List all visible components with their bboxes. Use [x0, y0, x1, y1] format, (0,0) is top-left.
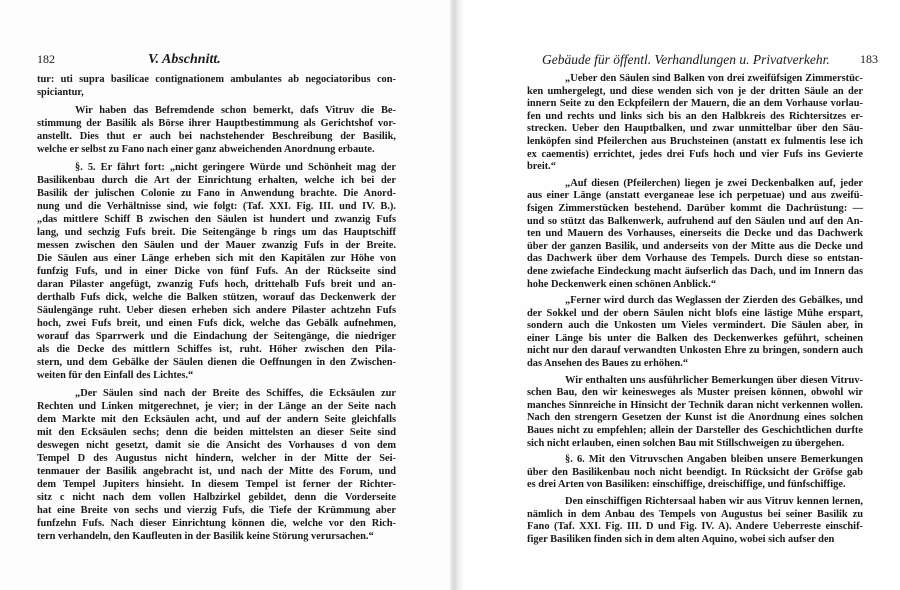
- paragraph: [527, 295, 863, 371]
- text-line: Baues nicht zu empfehlen; allein der Darsteller des Geschichtlichen durfte: [527, 425, 863, 437]
- text-line: der Sokkel und der obern Säulen nicht blofs eine lästige Mühe erspart,: [527, 307, 863, 319]
- text-line: „Ferner wird durch das Weglassen der Zierden des Gebälkes, und: [565, 295, 863, 307]
- text-line: §. 6. Mit den Vitruvschen Angaben bleiben unsere Bemerkungen: [565, 454, 863, 466]
- text-line: funfzig Fufs, und in einer Dicke von fünf Fufs. An der Rückseite sind: [37, 266, 396, 277]
- text-line: hoch, zwei Fufs breit, und einen Fufs dick, welche das Gebälk aufnehmen,: [37, 318, 396, 329]
- text-line: Basilik der julischen Colonie zu Fano in Anwendung brachte. Die Anord-: [37, 188, 396, 199]
- text-line: spiciantur,: [37, 87, 84, 98]
- text-line: §. 5. Er fährt fort: „nicht geringere Würde und Schönheit mag der: [75, 162, 396, 173]
- text-line: nung und die Verhältnisse sind, wie folgt: (Taf. XXI. Fig. III. und IV. B.).: [37, 201, 396, 212]
- text-line: „Der Säulen sind nach der Breite des Schiffes, die Ecksäulen zur: [75, 388, 396, 399]
- text-line: daran Pilaster angefügt, zwanzig Fufs hoch, drittehalb Fufs breit und an-: [37, 279, 396, 290]
- text-line: aus einer Länge (anstatt everganeae lese ich perpetuae) und aus zweifü-: [527, 190, 863, 202]
- text-line: weiten für den Einfall des Lichtes.“: [37, 370, 194, 381]
- text-line: worauf das Sparrwerk und die Eindachung der Seitengänge, die niedriger: [37, 331, 396, 342]
- text-line: hat eine Breite von sechs und vierzig Fufs, die Tiefe der Krümmung aber: [37, 505, 396, 516]
- text-line: dem Tempel Jupiters hinsieht. In diesem Tempel ist ferner der Richter-: [37, 479, 396, 490]
- paragraph: [37, 104, 396, 156]
- text-line: ken umhergelegt, und diese wenden sich von je der dritten Säule an der: [527, 85, 863, 97]
- text-line: strecken. Ueber den Hauptbalken, und zwar unmittelbar über den Säu-: [527, 123, 863, 135]
- text-line: stimmung der Basilik als Börse ihrer Hauptbestimmung als Gerichtshof vor-: [37, 118, 396, 129]
- text-line: Wir haben das Befremdende schon bemerkt, dafs Vitruv die Be-: [75, 105, 396, 116]
- text-line: manches Sinnreiche in Hinsicht der Technik daran nicht verkennen wollen.: [527, 399, 863, 411]
- text-line: tur: uti supra basilicae contignationem ambulantes ab negociatoribus con-: [37, 74, 396, 85]
- text-line: „Auf diesen (Pfeilerchen) liegen je zwei Deckenbalken auf, jeder: [565, 177, 863, 189]
- text-line: nicht nur den darauf verwandten Unkosten Ehre zu bringen, sondern auch: [527, 345, 863, 357]
- text-line: einer Länge bis unter die Balken des Deckenwerkes geführt, scheinen: [527, 332, 863, 344]
- paragraph: [37, 387, 396, 543]
- right-page: [450, 0, 900, 590]
- text-line: nämlich in dem Anbau des Tempels von Augustus bei seiner Basilik zu: [527, 508, 863, 520]
- text-line: Den einschiffigen Richtersaal haben wir aus Vitruv kennen lernen,: [565, 496, 863, 507]
- paragraph: [527, 496, 863, 546]
- text-line: dem Markte mit den Ecksäulen acht, und auf der andern Seite gleichfalls: [37, 414, 396, 425]
- text-line: ex caementis) errichtet, jedes drei Fufs hoch und vier Fufs ins Gevierte: [527, 148, 863, 160]
- text-line: funfzehn Fufs. Nach dieser Einrichtung können die, welche vor den Rich-: [37, 518, 396, 529]
- text-line: tenmauer der Basilik angebracht ist, und nach der Mitte des Forum, und: [37, 466, 396, 477]
- text-line: über den Basilikenbau noch nicht beendigt. In Rücksicht der Gröfse gab: [527, 466, 863, 478]
- text-line: tern verhandeln, den Kaufleuten in der Basilik keine Störung verursachen.“: [37, 531, 374, 542]
- text-line: das Ansehen des Baues zu erhöhen.“: [527, 358, 689, 370]
- text-line: fen und rechts und links sich bis an den Halbkreis des Richtersitzes er-: [527, 110, 863, 122]
- body-text: [527, 73, 863, 550]
- paragraph: [527, 375, 863, 451]
- paragraph: [527, 73, 863, 174]
- body-text: [37, 73, 396, 548]
- paragraph: [527, 178, 863, 291]
- text-line: breit.“: [527, 161, 556, 173]
- text-line: Tempel D des Augustus nicht hindern, welcher in der Mitte der Sei-: [37, 453, 396, 464]
- text-line: Die Säulen aus einer Länge erheben sich mit den Kapitälen zur Höhe von: [37, 253, 396, 264]
- text-line: mit den Ecksäulen sechs; denn die beiden mittelsten an dieser Seite sind: [37, 427, 396, 438]
- text-line: das Dachwerk über dem Vorhause des Tempels. Durch diese so entstan-: [527, 253, 863, 265]
- book-gutter: [450, 0, 464, 590]
- text-line: und so stützt das Balkenwerk, aufruhend auf den Säulen und auf den An-: [527, 215, 863, 227]
- text-line: fsigen Zimmerstücken bestehend. Darüber kommt die Dachrüstung: —: [527, 202, 863, 214]
- text-line: welche er selbst zu Fano nach einer ganz abweichenden Anordnung erbaute.: [37, 144, 375, 155]
- text-line: Nach den strengern Gesetzen der Kunst ist die Anordnung eines solchen: [527, 412, 863, 424]
- text-line: über der ganzen Basilik, und anderseits von der Mitte aus die Decke und: [527, 240, 863, 252]
- text-line: lenköpfen sind Pfeilerchen aus Bruchsteinen (anstatt ex fulmentis lese ich: [527, 135, 863, 147]
- text-line: sitz c nicht nach dem vollen Halbzirkel gebildet, denn die Vorderseite: [37, 492, 396, 503]
- text-line: schen Bau, den wir keinesweges als Muster preisen können, obwohl wir: [527, 387, 863, 399]
- text-line: messen zwischen den Säulen und der Mauer zwanzig Fufs in der Breite.: [37, 240, 396, 251]
- page-number: 183: [860, 52, 878, 66]
- text-line: „das mittlere Schiff B zwischen den Säulen ist hundert und zwanzig Fufs: [37, 214, 396, 225]
- running-head: Gebäude für öffentl. Verhandlungen u. Privatverkehr.: [542, 52, 830, 67]
- paragraph: [527, 454, 863, 492]
- paragraph: [37, 73, 396, 99]
- text-line: innern Seite zu den Eckpfeilern der Mauern, die an dem Vorhause vorlau-: [527, 98, 863, 110]
- text-line: ten und Mauern des Vorhauses, einerseits die Decke und das Dachwerk: [527, 228, 863, 240]
- text-line: sondern auch die Unkosten um Vieles vermindert. Die Säulen aber, in: [527, 320, 863, 332]
- text-line: anstellt. Dies thut er auch bei nachstehender Beschreibung der Basilik,: [37, 131, 396, 142]
- text-line: Fano (Taf. XXI. Fig. III. D und Fig. IV. A). Andere Ueberreste einschif-: [527, 521, 863, 533]
- text-line: Basilikenbau durch die Art der Einrichtung erhalten, welche ich bei der: [37, 175, 396, 186]
- text-line: es drei Arten von Basiliken: einschiffige, dreischiffige, und fünfschiffige.: [527, 479, 846, 491]
- text-line: Rechten und Linken mitgerechnet, je vier; in der Länge an der Seite nach: [37, 401, 396, 412]
- text-line: dene zwiefache Eindeckung macht äufserlich das Dach, und im Innern das: [527, 265, 863, 277]
- text-line: derthalb Fufs dick, welche die Balken stützen, worauf das Deckenwerk der: [37, 292, 396, 303]
- text-line: als die Decke des mittlern Schiffes ist, ruht. Höher zwischen den Pila-: [37, 344, 396, 355]
- page-number: 182: [37, 52, 55, 66]
- text-line: sich nicht erlauben, einen solchen Bau mit Stillschweigen zu übergehen.: [527, 437, 845, 449]
- text-line: Wir enthalten uns ausführlicher Bemerkungen über diesen Vitruv-: [565, 374, 863, 386]
- running-head: V. Abschnitt.: [148, 52, 221, 67]
- text-line: figer Basiliken finden sich in dem alten Aquino, wobei sich aufser den: [527, 533, 835, 545]
- text-line: Säulengänge ruht. Ueber diesen erheben sich andere Pilaster achtzehn Fufs: [37, 305, 396, 316]
- text-line: „Ueber den Säulen sind Balken von drei zweifüfsigen Zimmerstüc-: [565, 73, 863, 84]
- text-line: lang, und sechzig Fufs breit. Die Seitengänge b rings um das Hauptschiff: [37, 227, 396, 238]
- text-line: deswegen nicht gesetzt, damit sie die Ansicht des Vorhauses d von dem: [37, 440, 396, 451]
- text-line: hohe Deckenwerk einen schönen Anblick.“: [527, 278, 717, 290]
- paragraph: [37, 161, 396, 382]
- text-line: stern, und dem Gebälke der Säulen dienen die Oeffnungen in den Zwischen-: [37, 357, 396, 368]
